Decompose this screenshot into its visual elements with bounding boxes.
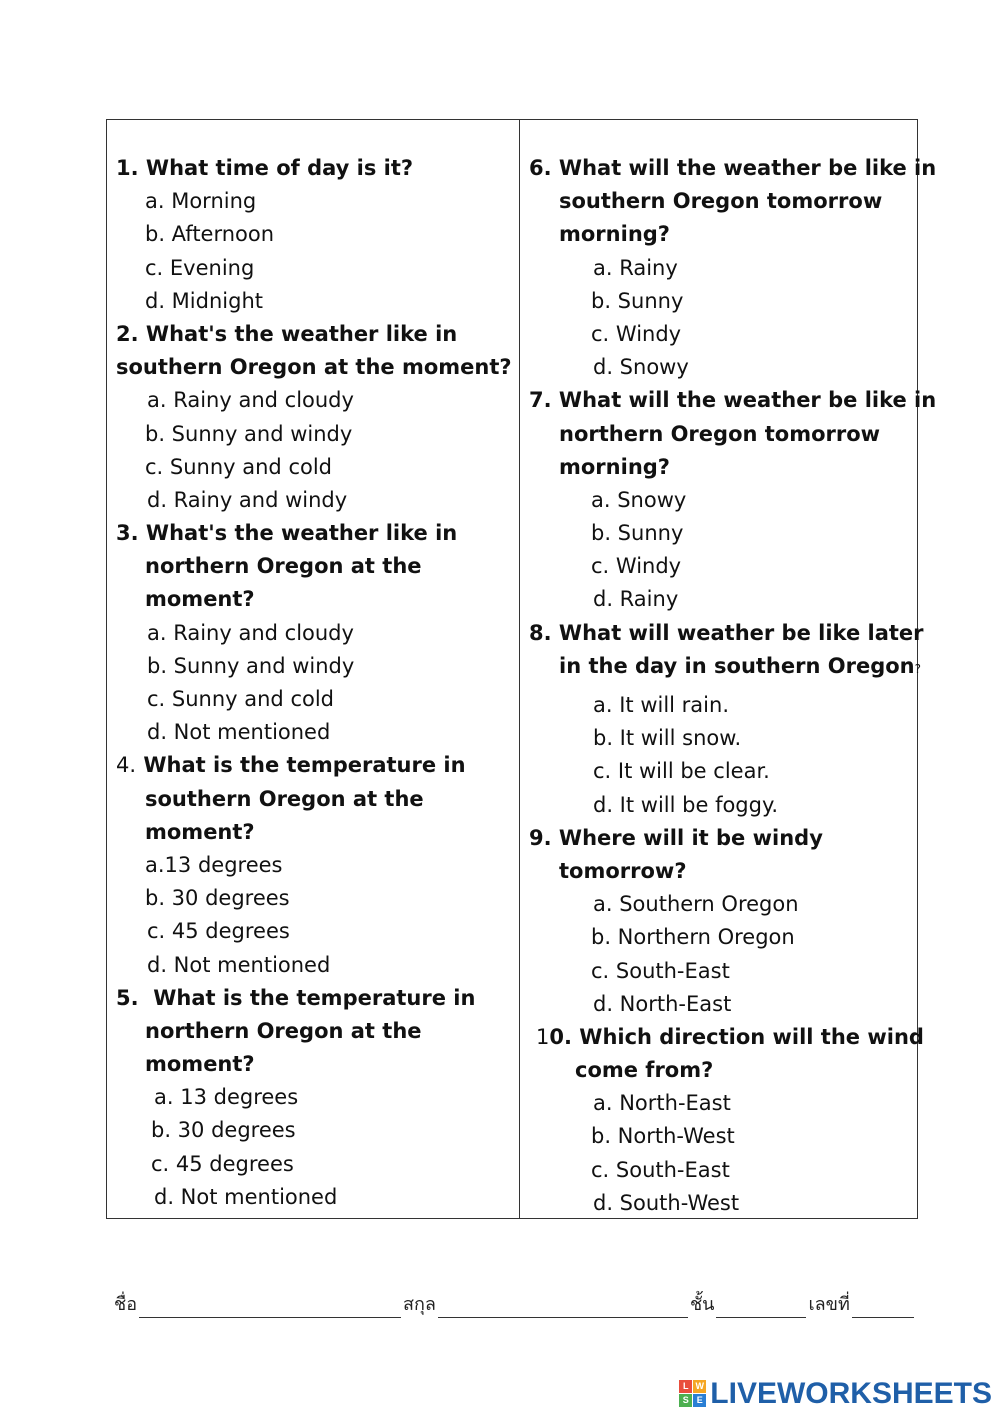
question-10-line-1: 10. Which direction will the wind: [536, 1024, 924, 1049]
question-3-option-c[interactable]: c. Sunny and cold: [147, 687, 335, 711]
number-label: เลขที่: [808, 1294, 850, 1315]
question-8-option-d[interactable]: d. It will be foggy.: [593, 792, 779, 817]
question-7-option-a[interactable]: a. Snowy: [591, 487, 687, 512]
liveworksheets-brand: [679, 1376, 992, 1412]
question-5-line-3: moment?: [145, 1052, 255, 1077]
question-2-option-c[interactable]: c. Sunny and cold: [145, 454, 333, 479]
question-1-option-b[interactable]: b. Afternoon: [145, 222, 275, 247]
question-10-option-b[interactable]: b. North-West: [591, 1124, 735, 1149]
question-4-option-c[interactable]: c. 45 degrees: [147, 919, 290, 944]
question-4-option-a[interactable]: a.13 degrees: [145, 852, 283, 877]
name-label: ชื่อ: [114, 1294, 138, 1315]
question-3-line-1: 3. What's the weather like in: [116, 521, 458, 546]
question-6-line-2: southern Oregon tomorrow: [559, 189, 883, 214]
question-7-option-b[interactable]: b. Sunny: [591, 521, 684, 546]
question-8-option-a[interactable]: a. It will rain.: [593, 693, 729, 717]
class-label: ชั้น: [689, 1294, 715, 1315]
question-5-option-b[interactable]: b. 30 degrees: [151, 1118, 296, 1143]
question-6-option-c[interactable]: c. Windy: [591, 321, 682, 346]
question-7-line-1: 7. What will the weather be like in: [529, 388, 937, 413]
quiz-table: [106, 119, 937, 1219]
question-4-line-3: moment?: [145, 819, 255, 844]
question-5-line-2: northern Oregon at the: [145, 1018, 422, 1043]
question-4-line-2: southern Oregon at the: [145, 786, 424, 811]
student-info-footer: [114, 1284, 924, 1318]
question-6-line-1: 6. What will the weather be like in: [529, 156, 937, 180]
question-1-option-d[interactable]: d. Midnight: [145, 288, 263, 313]
number-blank[interactable]: [852, 1295, 914, 1318]
question-9-option-d[interactable]: d. North-East: [593, 991, 732, 1016]
question-2-line-1: 2. What's the weather like in: [116, 321, 458, 346]
liveworksheets-logo-icon: L W S E: [679, 1380, 707, 1408]
question-10-option-a[interactable]: a. North-East: [593, 1091, 731, 1116]
question-1-option-a[interactable]: a. Morning: [145, 189, 257, 214]
question-5-option-c[interactable]: c. 45 degrees: [151, 1151, 294, 1176]
left-column: [116, 152, 516, 1214]
question-7-line-2: northern Oregon tomorrow: [559, 421, 881, 446]
question-4-option-b[interactable]: b. 30 degrees: [145, 886, 290, 911]
question-8-line-2: in the day in southern Oregon?: [559, 653, 921, 678]
column-divider: [519, 120, 520, 1218]
question-2-option-d[interactable]: d. Rainy and windy: [147, 487, 348, 512]
question-1-line-1: 1. What time of day is it?: [116, 156, 414, 180]
question-4-option-d[interactable]: d. Not mentioned: [147, 952, 331, 977]
question-7-option-d[interactable]: d. Rainy: [593, 587, 679, 612]
question-3-option-b[interactable]: b. Sunny and windy: [147, 653, 355, 678]
question-6-line-3: morning?: [559, 222, 670, 247]
question-9-line-2: tomorrow?: [559, 858, 687, 883]
question-9-line-1: 9. Where will it be windy: [529, 825, 823, 850]
question-10-option-c[interactable]: c. South-East: [591, 1157, 730, 1182]
question-6-option-a[interactable]: a. Rainy: [593, 255, 678, 280]
question-10-line-2: come from?: [575, 1058, 714, 1083]
question-9-option-a[interactable]: a. Southern Oregon: [593, 892, 799, 917]
question-3-option-d[interactable]: d. Not mentioned: [147, 720, 331, 745]
question-8-option-b[interactable]: b. It will snow.: [593, 726, 742, 751]
question-1-option-c[interactable]: c. Evening: [145, 255, 255, 280]
question-3-option-a[interactable]: a. Rainy and cloudy: [147, 620, 354, 645]
surname-label: สกุล: [403, 1294, 436, 1315]
brand-name: LIVEWORKSHEETS: [710, 1377, 992, 1410]
name-blank[interactable]: [139, 1295, 401, 1318]
question-9-option-b[interactable]: b. Northern Oregon: [591, 925, 795, 950]
class-blank[interactable]: [716, 1295, 806, 1318]
question-6-option-b[interactable]: b. Sunny: [591, 288, 684, 313]
right-column: [529, 152, 937, 1220]
question-6-option-d[interactable]: d. Snowy: [593, 355, 689, 380]
question-10-option-d[interactable]: d. South-West: [593, 1190, 740, 1215]
question-4-line-1: 4. What is the temperature in: [116, 753, 466, 778]
question-3-line-2: northern Oregon at the: [145, 554, 422, 579]
question-7-line-3: morning?: [559, 454, 670, 479]
question-5-line-1: 5. What is the temperature in: [116, 985, 476, 1010]
question-2-line-2: southern Oregon at the moment?: [116, 355, 512, 380]
question-5-option-a[interactable]: a. 13 degrees: [154, 1085, 299, 1110]
question-8-line-1: 8. What will weather be like later: [529, 620, 924, 645]
surname-blank[interactable]: [438, 1295, 688, 1318]
question-8-option-c[interactable]: c. It will be clear.: [593, 759, 770, 784]
question-2-option-a[interactable]: a. Rainy and cloudy: [147, 388, 354, 413]
question-7-option-c[interactable]: c. Windy: [591, 554, 682, 579]
question-9-option-c[interactable]: c. South-East: [591, 958, 730, 983]
question-3-line-3: moment?: [145, 587, 255, 612]
question-5-option-d[interactable]: d. Not mentioned: [154, 1184, 338, 1209]
question-2-option-b[interactable]: b. Sunny and windy: [145, 421, 353, 446]
